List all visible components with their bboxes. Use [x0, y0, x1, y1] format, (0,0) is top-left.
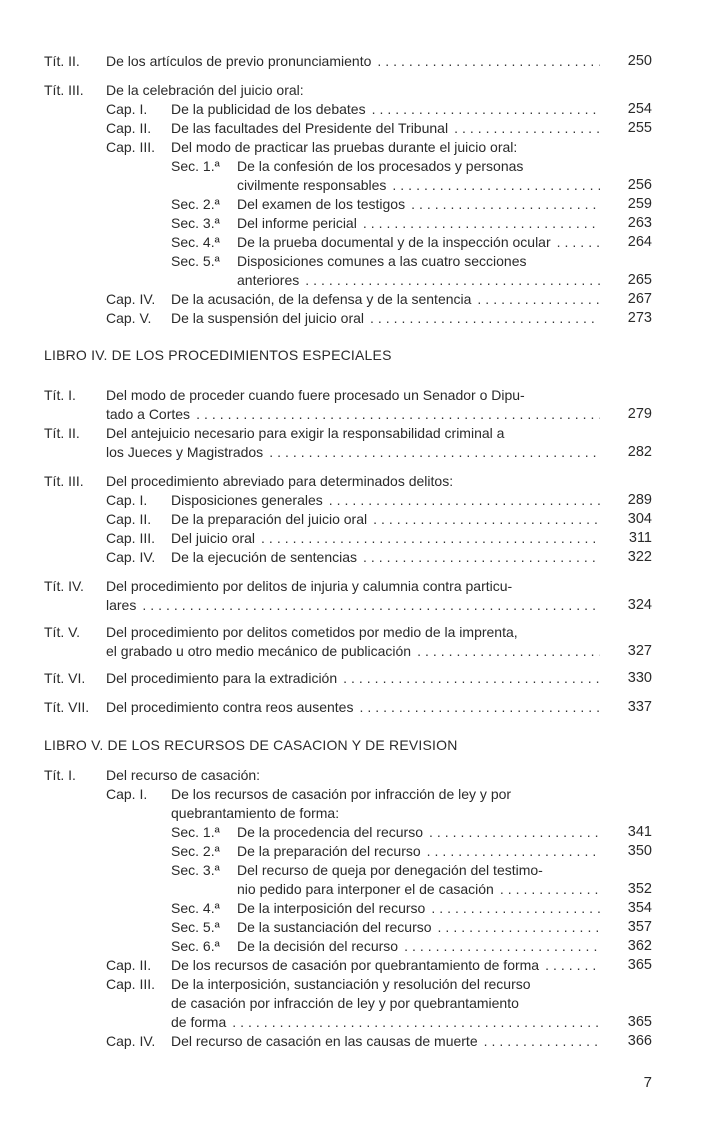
entry-text: de forma .....	[171, 1013, 600, 1032]
toc-entry	[0, 424, 710, 443]
toc-entry	[0, 994, 710, 1013]
toc-entry	[0, 195, 710, 214]
entry-page-number: 273	[627, 310, 652, 326]
chapter-label: Cap. IV.	[106, 291, 156, 307]
title-label: Tít. VI.	[44, 670, 86, 686]
toc-entry	[0, 698, 710, 717]
entry-page-number: 264	[627, 234, 652, 250]
toc-entry	[0, 975, 710, 994]
toc-entry	[0, 214, 710, 233]
entry-page-number: 365	[627, 957, 652, 973]
chapter-label: Cap. I.	[106, 786, 148, 802]
entry-page-number: 254	[627, 101, 652, 117]
entry-text: De los recursos de casación por quebrantamiento de forma .....	[171, 956, 600, 975]
toc-entry	[0, 956, 710, 975]
toc-entry	[0, 252, 710, 271]
section-heading	[0, 346, 710, 365]
section-label: Sec. 1.ª	[171, 824, 220, 840]
entry-page-number: 341	[627, 824, 652, 840]
toc-entry	[0, 937, 710, 956]
toc-entry	[0, 596, 710, 615]
entry-page-number: 311	[628, 530, 652, 546]
entry-page-number: 352	[627, 881, 652, 897]
dot-leader	[329, 491, 600, 510]
entry-page-number: 330	[627, 670, 652, 686]
toc-entry	[0, 176, 710, 195]
section-label: Sec. 6.ª	[171, 938, 220, 954]
dot-leader	[500, 880, 600, 899]
chapter-label: Cap. II.	[106, 120, 152, 136]
entry-text: De la interposición, sustanciación y resolución del recurso	[171, 976, 531, 992]
entry-page-number: 357	[627, 919, 652, 935]
toc-entry	[0, 1032, 710, 1051]
entry-text: Del modo de practicar las pruebas durante el juicio oral:	[171, 139, 518, 155]
entry-text: Del procedimiento contra reos ausentes .....	[106, 698, 600, 717]
entry-text: Del modo de proceder cuando fuere procesado un Senador o Dipu-	[106, 387, 525, 403]
dot-leader	[359, 698, 600, 717]
section-label: Sec. 2.ª	[171, 196, 220, 212]
entry-page-number: 256	[627, 177, 652, 193]
toc-entry	[0, 52, 710, 71]
section-label: Sec. 4.ª	[171, 234, 220, 250]
entry-text: De la acusación, de la defensa y de la sentencia .....	[171, 290, 600, 309]
dot-leader	[142, 596, 600, 615]
page-number: 7	[643, 1074, 652, 1091]
book-heading: LIBRO V. DE LOS RECURSOS DE CASACION Y DE REVISION	[44, 737, 458, 753]
title-label: Tít. IV.	[44, 578, 84, 594]
toc-entry	[0, 100, 710, 119]
entry-text: De la decisión del recurso .....	[237, 937, 600, 956]
toc-entry	[0, 842, 710, 861]
dot-leader	[372, 100, 600, 119]
entry-page-number: 365	[627, 1014, 652, 1030]
entry-page-number: 304	[627, 511, 652, 527]
toc-entry	[0, 510, 710, 529]
entry-text: quebrantamiento de forma:	[171, 805, 340, 821]
entry-text: De los artículos de previo pronunciamiento .....	[106, 52, 600, 71]
entry-text: los Jueces y Magistrados .....	[106, 443, 600, 462]
title-label: Tít. III.	[44, 82, 84, 98]
entry-text: De la procedencia del recurso .....	[237, 823, 600, 842]
toc-entry	[0, 233, 710, 252]
toc-entry	[0, 119, 710, 138]
chapter-label: Cap. I.	[106, 492, 148, 508]
dot-leader	[377, 52, 600, 71]
toc-entry	[0, 1013, 710, 1032]
toc-entry	[0, 766, 710, 785]
chapter-label: Cap. V.	[106, 310, 152, 326]
section-label: Sec. 4.ª	[171, 900, 220, 916]
entry-text: tado a Cortes .....	[106, 405, 600, 424]
dot-leader	[477, 290, 600, 309]
toc-entry	[0, 804, 710, 823]
entry-text: De la preparación del recurso .....	[237, 842, 600, 861]
chapter-label: Cap. II.	[106, 511, 152, 527]
entry-text: Disposiciones generales .....	[171, 491, 600, 510]
toc-entry	[0, 823, 710, 842]
entry-page-number: 350	[627, 843, 652, 859]
dot-leader	[557, 233, 600, 252]
entry-text: Del procedimiento por delitos cometidos por medio de la imprenta,	[106, 624, 518, 640]
toc-entry	[0, 386, 710, 405]
title-label: Tít. II.	[44, 53, 80, 69]
entry-text: De la celebración del juicio oral:	[106, 82, 304, 98]
entry-page-number: 282	[627, 444, 652, 460]
entry-text: De los recursos de casación por infracción de ley y por	[171, 786, 512, 802]
toc-entry	[0, 861, 710, 880]
entry-text: De la ejecución de sentencias .....	[171, 548, 600, 567]
chapter-label: Cap. III.	[106, 139, 156, 155]
toc-entry	[0, 472, 710, 491]
section-label: Sec. 2.ª	[171, 843, 220, 859]
dot-leader	[484, 1032, 600, 1051]
section-heading	[0, 736, 710, 755]
title-label: Tít. I.	[44, 387, 76, 403]
toc-entry	[0, 785, 710, 804]
dot-leader	[429, 823, 600, 842]
dot-leader	[427, 842, 600, 861]
chapter-label: Cap. III.	[106, 530, 156, 546]
toc-entry	[0, 290, 710, 309]
dot-leader	[196, 405, 600, 424]
entry-page-number: 263	[627, 215, 652, 231]
entry-text: civilmente responsables .....	[237, 176, 600, 195]
title-label: Tít. II.	[44, 425, 80, 441]
dot-leader	[232, 1013, 600, 1032]
dot-leader	[343, 669, 600, 688]
entry-text: lares .....	[106, 596, 600, 615]
entry-page-number: 366	[627, 1033, 652, 1049]
entry-page-number: 322	[627, 549, 652, 565]
section-label: Sec. 5.ª	[171, 919, 220, 935]
section-label: Sec. 3.ª	[171, 215, 220, 231]
dot-leader	[370, 309, 600, 328]
toc-entry	[0, 529, 710, 548]
dot-leader	[545, 956, 600, 975]
toc-entry	[0, 669, 710, 688]
dot-leader	[411, 195, 600, 214]
chapter-label: Cap. III.	[106, 976, 156, 992]
toc-entry	[0, 491, 710, 510]
entry-page-number: 289	[627, 492, 652, 508]
entry-page-number: 362	[627, 938, 652, 954]
entry-text: Del informe pericial .....	[237, 214, 600, 233]
entry-text: Del recurso de casación en las causas de muerte .....	[171, 1032, 600, 1051]
dot-leader	[373, 510, 600, 529]
entry-text: De las facultades del Presidente del Tribunal .....	[171, 119, 600, 138]
entry-text: anteriores .....	[237, 271, 600, 290]
entry-text: De la suspensión del juicio oral .....	[171, 309, 600, 328]
entry-text: Del examen de los testigos .....	[237, 195, 600, 214]
chapter-label: Cap. II.	[106, 957, 152, 973]
toc-entry	[0, 918, 710, 937]
entry-text: Del procedimiento abreviado para determinados delitos:	[106, 473, 454, 489]
entry-page-number: 279	[627, 406, 652, 422]
toc-entry	[0, 138, 710, 157]
toc-entry	[0, 157, 710, 176]
entry-text: nio pedido para interponer el de casación .....	[237, 880, 600, 899]
entry-page-number: 337	[627, 699, 652, 715]
entry-text: De la preparación del juicio oral .....	[171, 510, 600, 529]
entry-page-number: 267	[627, 291, 652, 307]
book-heading: LIBRO IV. DE LOS PROCEDIMIENTOS ESPECIALES	[44, 347, 392, 363]
entry-text: de casación por infracción de ley y por quebrantamiento	[171, 995, 519, 1011]
entry-text: Disposiciones comunes a las cuatro secciones	[237, 253, 527, 269]
entry-text: De la prueba documental y de la inspección ocular .....	[237, 233, 600, 252]
entry-text: Del recurso de casación:	[106, 767, 261, 783]
title-label: Tít. I.	[44, 767, 76, 783]
toc-entry	[0, 271, 710, 290]
entry-page-number: 327	[627, 643, 652, 659]
entry-text: De la sustanciación del recurso .....	[237, 918, 600, 937]
toc-entry	[0, 443, 710, 462]
toc-entry	[0, 548, 710, 567]
dot-leader	[305, 271, 600, 290]
dot-leader	[404, 937, 600, 956]
entry-text: Del procedimiento para la extradición .....	[106, 669, 600, 688]
toc-entry	[0, 309, 710, 328]
entry-text: Del antejuicio necesario para exigir la responsabilidad criminal a	[106, 425, 505, 441]
dot-leader	[363, 548, 600, 567]
section-label: Sec. 1.ª	[171, 158, 220, 174]
dot-leader	[269, 443, 600, 462]
entry-text: De la interposición del recurso .....	[237, 899, 600, 918]
entry-text: De la confesión de los procesados y personas	[237, 158, 524, 174]
entry-text: el grabado u otro medio mecánico de publicación .....	[106, 642, 600, 661]
toc-entry	[0, 899, 710, 918]
toc-entry	[0, 405, 710, 424]
toc-entry	[0, 623, 710, 642]
dot-leader	[363, 214, 600, 233]
dot-leader	[261, 529, 600, 548]
dot-leader	[417, 642, 600, 661]
dot-leader	[431, 899, 600, 918]
entry-page-number: 354	[627, 900, 652, 916]
dot-leader	[438, 918, 600, 937]
dot-leader	[454, 119, 600, 138]
title-label: Tít. III.	[44, 473, 84, 489]
title-label: Tít. VII.	[44, 699, 90, 715]
toc-entry	[0, 642, 710, 661]
entry-text: Del procedimiento por delitos de injuria y calumnia contra particu-	[106, 578, 513, 594]
entry-text: Del recurso de queja por denegación del testimo-	[237, 862, 543, 878]
toc-entry	[0, 81, 710, 100]
chapter-label: Cap. I.	[106, 101, 148, 117]
entry-page-number: 259	[627, 196, 652, 212]
section-label: Sec. 3.ª	[171, 862, 220, 878]
section-label: Sec. 5.ª	[171, 253, 220, 269]
entry-page-number: 255	[627, 120, 652, 136]
toc-entry	[0, 577, 710, 596]
toc-entry	[0, 880, 710, 899]
dot-leader	[392, 176, 600, 195]
entry-page-number: 250	[627, 53, 652, 69]
entry-text: Del juicio oral .....	[171, 529, 600, 548]
title-label: Tít. V.	[44, 624, 81, 640]
entry-page-number: 324	[627, 597, 652, 613]
chapter-label: Cap. IV.	[106, 1033, 156, 1049]
entry-page-number: 265	[627, 272, 652, 288]
chapter-label: Cap. IV.	[106, 549, 156, 565]
entry-text: De la publicidad de los debates .....	[171, 100, 600, 119]
